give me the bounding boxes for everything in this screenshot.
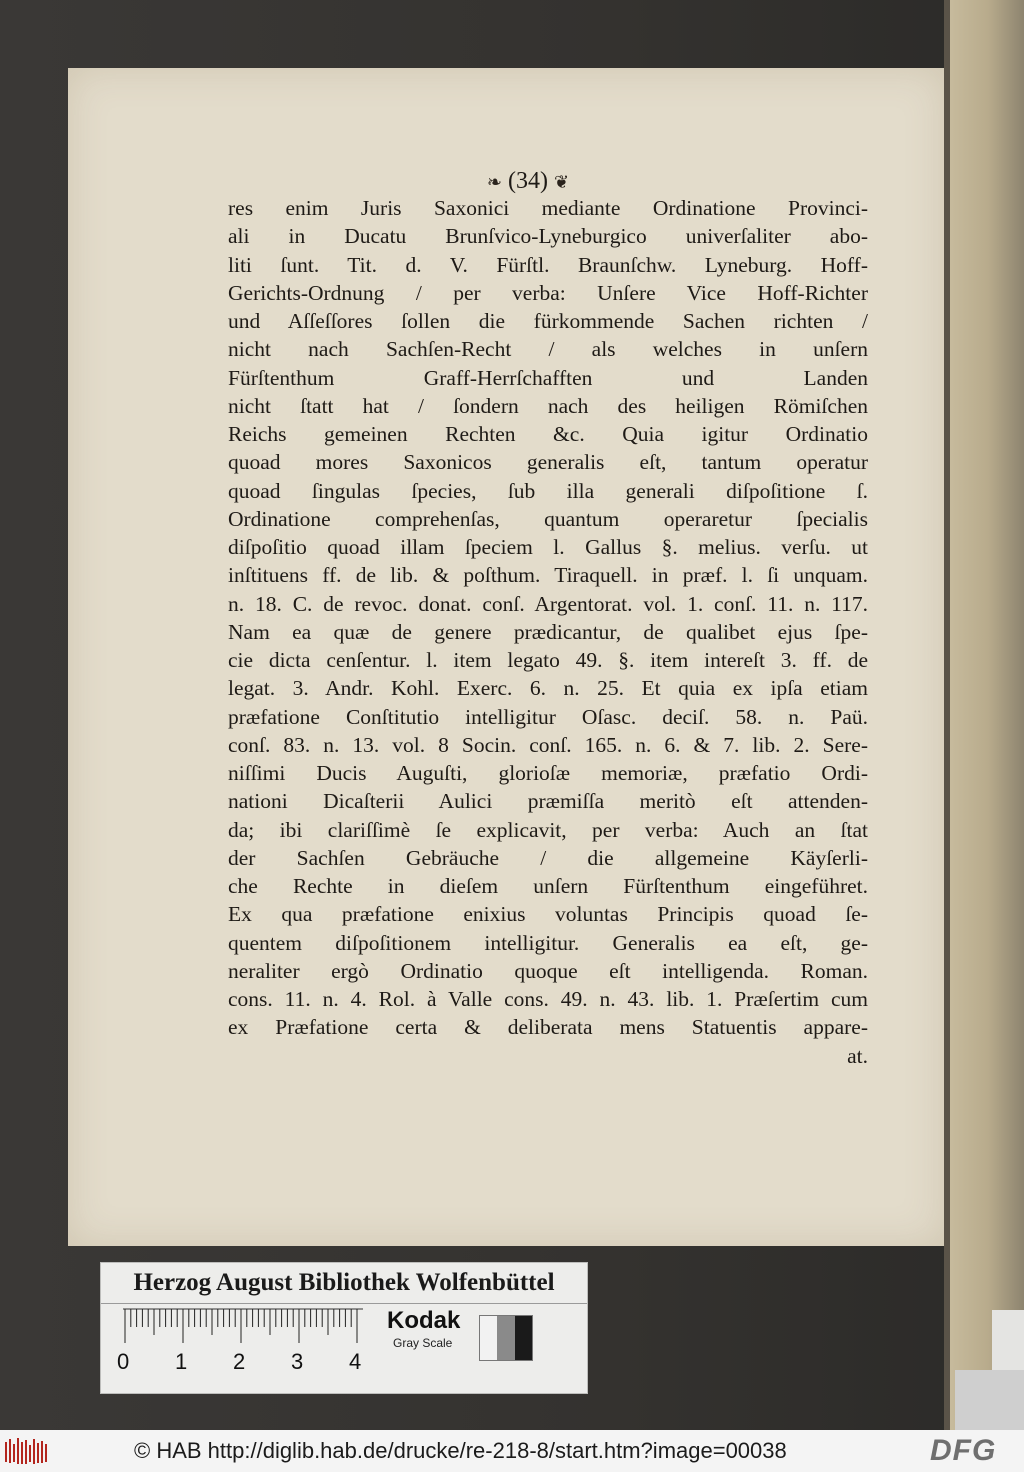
kodak-brand: Kodak: [387, 1307, 461, 1334]
text-line: der Sachſen Gebräuche / die allgemeine Käyſerli-: [228, 845, 868, 870]
viewer-footer: [0, 1430, 1024, 1472]
text-line: præfatione Conſtitutio intelligitur Oſasc. deciſ. 58. n. Paü.: [228, 704, 868, 729]
ruler-scale-labels: [117, 1349, 377, 1379]
ornament-right-icon: ❦: [553, 172, 570, 193]
gray-patch-mid: [497, 1316, 514, 1360]
centimeter-ruler: [123, 1307, 363, 1347]
color-calibration-target: [100, 1262, 588, 1394]
ruler-label: 1: [175, 1349, 188, 1374]
text-line: n. 18. C. de revoc. donat. conſ. Argentorat. vol. 1. conſ. 11. n. 117.: [228, 591, 868, 616]
text-line: neraliter ergò Ordinatio quoque eſt intelligenda. Roman.: [228, 958, 868, 983]
text-line: liti ſunt. Tit. d. V. Fürſtl. Braunſchw. Lyneburg. Hoff-: [228, 252, 868, 277]
text-line: Gerichts-Ordnung / per verba: Unſere Vice Hoff-Richter: [228, 280, 868, 305]
page-body-text: [228, 194, 868, 1070]
text-line: quoad ſingulas ſpecies, ſub illa generali diſpoſitione ſ.: [228, 478, 868, 503]
text-line: res enim Juris Saxonici mediante Ordinatione Provinci-: [228, 196, 868, 220]
ruler-label: 0: [117, 1349, 130, 1374]
library-name: Herzog August Bibliothek Wolfenbüttel: [133, 1269, 555, 1296]
text-line: diſpoſitio quoad illam ſpeciem l. Gallus §. melius. verſu. ut: [228, 535, 868, 559]
text-line: cons. 11. n. 4. Rol. à Valle cons. 49. n. 43. lib. 1. Præſertim cum: [228, 987, 868, 1011]
target-divider: [101, 1303, 587, 1304]
gray-scale-label: Gray Scale: [393, 1336, 453, 1350]
text-line: niſſimi Ducis Auguſti, glorioſæ memoriæ, præfatio Ordi-: [228, 761, 868, 785]
ruler-label: 3: [291, 1349, 304, 1374]
text-line: und Aſſeſſores ſollen die fürkommende Sachen richten /: [228, 309, 868, 333]
text-line: inſtituens ff. de lib. & poſthum. Tiraquell. in præf. l. ſi unquam.: [228, 563, 868, 588]
hab-barcode-logo-icon: [4, 1436, 48, 1466]
text-line: Nam ea quæ de genere prædicantur, de qualibet ejus ſpe-: [228, 619, 868, 644]
text-line: nicht ſtatt hat / ſondern nach des heiligen Römiſchen: [228, 393, 868, 418]
holding-clip: [955, 1370, 1024, 1430]
text-line: nicht nach Sachſen-Recht / als welches in unſern: [228, 337, 868, 362]
text-line: quoad mores Saxonicos generalis eſt, tantum operatur: [228, 450, 868, 475]
text-line: da; ibi clariſſimè ſe explicavit, per verba: Auch an ſtat: [228, 817, 868, 842]
text-line: nationi Dicaſterii Aulici præmiſſa meritò eſt attenden-: [228, 789, 868, 814]
copyright-url-link[interactable]: © HAB http://diglib.hab.de/drucke/re-218-8/start.htm?image=00038: [134, 1438, 787, 1463]
gray-scale-patches: [479, 1315, 533, 1361]
text-line: at.: [847, 1043, 868, 1068]
dfg-logo: DFG: [930, 1434, 997, 1467]
text-line: che Rechte in dieſem unſern Fürſtenthum eingeführet.: [228, 874, 868, 898]
text-line: Ex qua præfatione enixius voluntas Principis quoad ſe-: [228, 902, 868, 927]
text-line: cie dicta cenſentur. l. item legato 49. §. item intereſt 3. ff. de: [228, 648, 868, 672]
text-line: ex Præfatione certa & deliberata mens Statuentis appare-: [228, 1015, 868, 1040]
text-line: quentem diſpoſitionem intelligitur. Generalis ea eſt, ge-: [228, 930, 868, 955]
page-gutter-shadow: [944, 0, 950, 1430]
text-line: ali in Ducatu Brunſvico-Lyneburgico univerſaliter abo-: [228, 224, 868, 249]
text-line: legat. 3. Andr. Kohl. Exerc. 6. n. 25. Et quia ex ipſa etiam: [228, 676, 868, 701]
gray-patch-black: [515, 1316, 532, 1360]
text-line: Ordinatione comprehenſas, quantum operaretur ſpecialis: [228, 506, 868, 531]
gray-patch-white: [480, 1316, 497, 1360]
ruler-label: 2: [233, 1349, 246, 1374]
page-number-header: [438, 166, 618, 196]
text-line: Reichs gemeinen Rechten &c. Quia igitur Ordinatio: [228, 422, 868, 446]
ornament-left-icon: ❧: [486, 172, 502, 193]
facing-page-edge: [944, 0, 1024, 1430]
text-line: conſ. 83. n. 13. vol. 8 Socin. conſ. 165. n. 6. & 7. lib. 2. Sere-: [228, 732, 868, 757]
kodak-logo: [387, 1307, 477, 1351]
text-line: Fürſtenthum Graff-Herrſchafften und Landen: [228, 365, 868, 390]
page-number: (34): [508, 168, 548, 194]
ruler-label: 4: [349, 1349, 362, 1374]
